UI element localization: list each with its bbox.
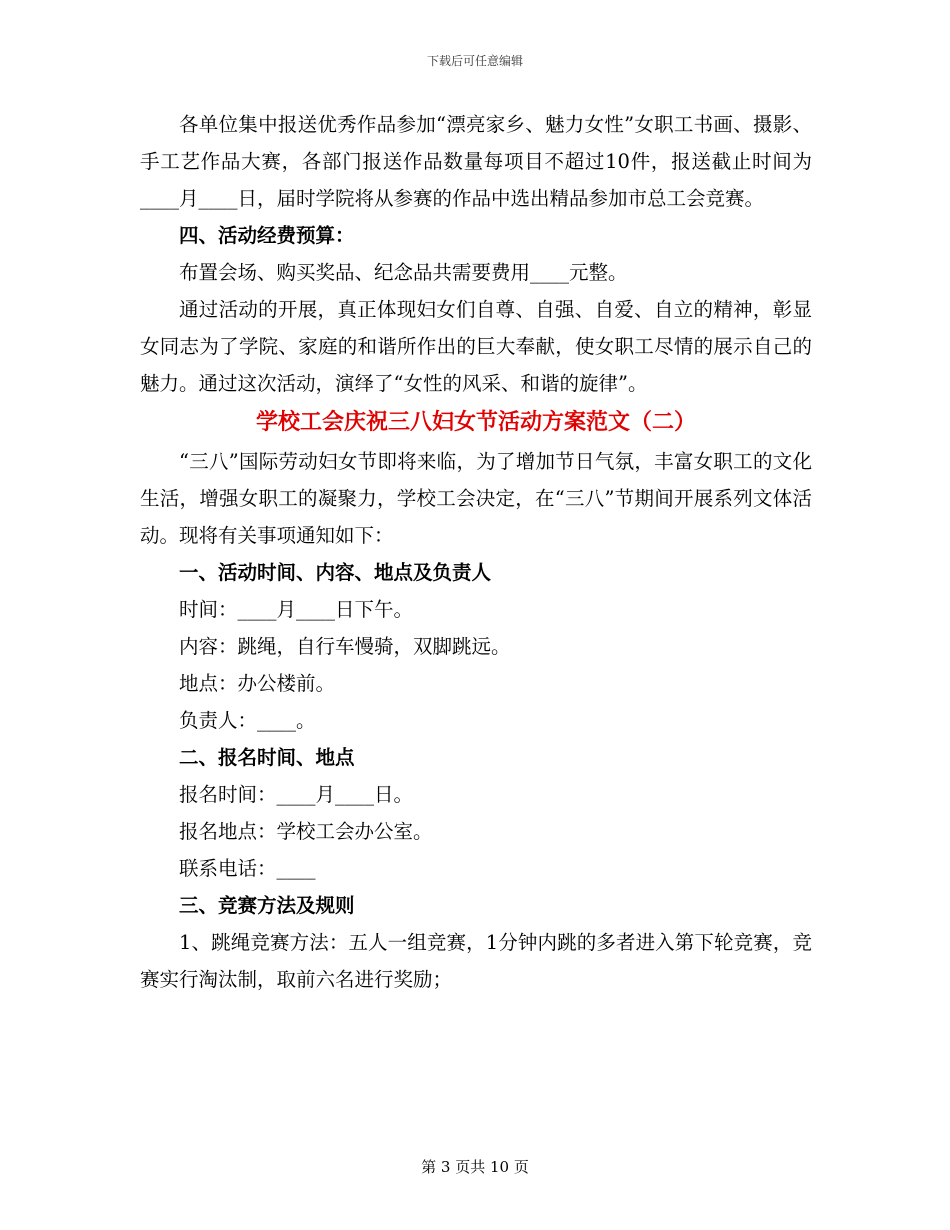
section-heading-rules: 三、竞赛方法及规则 [179,894,355,917]
page-header: 下载后可任意编辑 [426,54,523,68]
paragraph-budget: 布置会场、购买奖品、纪念品共需要费用____元整。 [179,261,628,284]
paragraph-rope-skipping-rules: 1、跳绳竞赛方法：五人一组竞赛，1分钟内跳的多者进入第下轮竞赛，竞赛实行淘汰制，取前六名进行奖励； [140,931,812,991]
document-body [140,106,812,998]
activity-place: 地点：办公楼前。 [179,672,336,695]
paragraph-intro: “三八”国际劳动妇女节即将来临，为了增加节日气氛，丰富女职工的文化生活，增强女职工的凝聚力，学校工会决定，在“三八”节期间开展系列文体活动。现将有关事项通知如下： [140,450,812,547]
activity-content: 内容：跳绳，自行车慢骑，双脚跳远。 [179,635,511,658]
page-footer: 第 3 页共 10 页 [421,1158,529,1176]
paragraph-conclusion: 通过活动的开展，真正体现妇女们自尊、自强、自爱、自立的精神，彰显女同志为了学院、家庭的和谐所作出的巨大奉献，使女职工尽情的展示自己的魅力。通过这次活动，演绎了“女性的风采、和谐的旋律”。 [140,298,812,395]
paragraph-artwork-submission: 各单位集中报送优秀作品参加“漂亮家乡、魅力女性”女职工书画、摄影、手工艺作品大赛，各部门报送作品数量每项目不超过10件，报送截止时间为____月____日，届时学院将从参赛的作品中选出精品参加市总工会竞赛。 [140,113,812,210]
activity-time: 时间：____月____日下午。 [179,598,414,621]
contact-phone: 联系电话：____ [179,857,316,880]
section-heading-activity: 一、活动时间、内容、地点及负责人 [179,561,492,584]
section-heading-signup: 二、报名时间、地点 [179,746,355,769]
signup-time: 报名时间：____月____日。 [179,783,414,806]
signup-place: 报名地点：学校工会办公室。 [179,820,433,843]
section-heading-budget: 四、活动经费预算： [179,224,355,247]
article-title: 学校工会庆祝三八妇女节活动方案范文（二） [255,409,696,435]
activity-person-in-charge: 负责人：____。 [179,709,316,732]
